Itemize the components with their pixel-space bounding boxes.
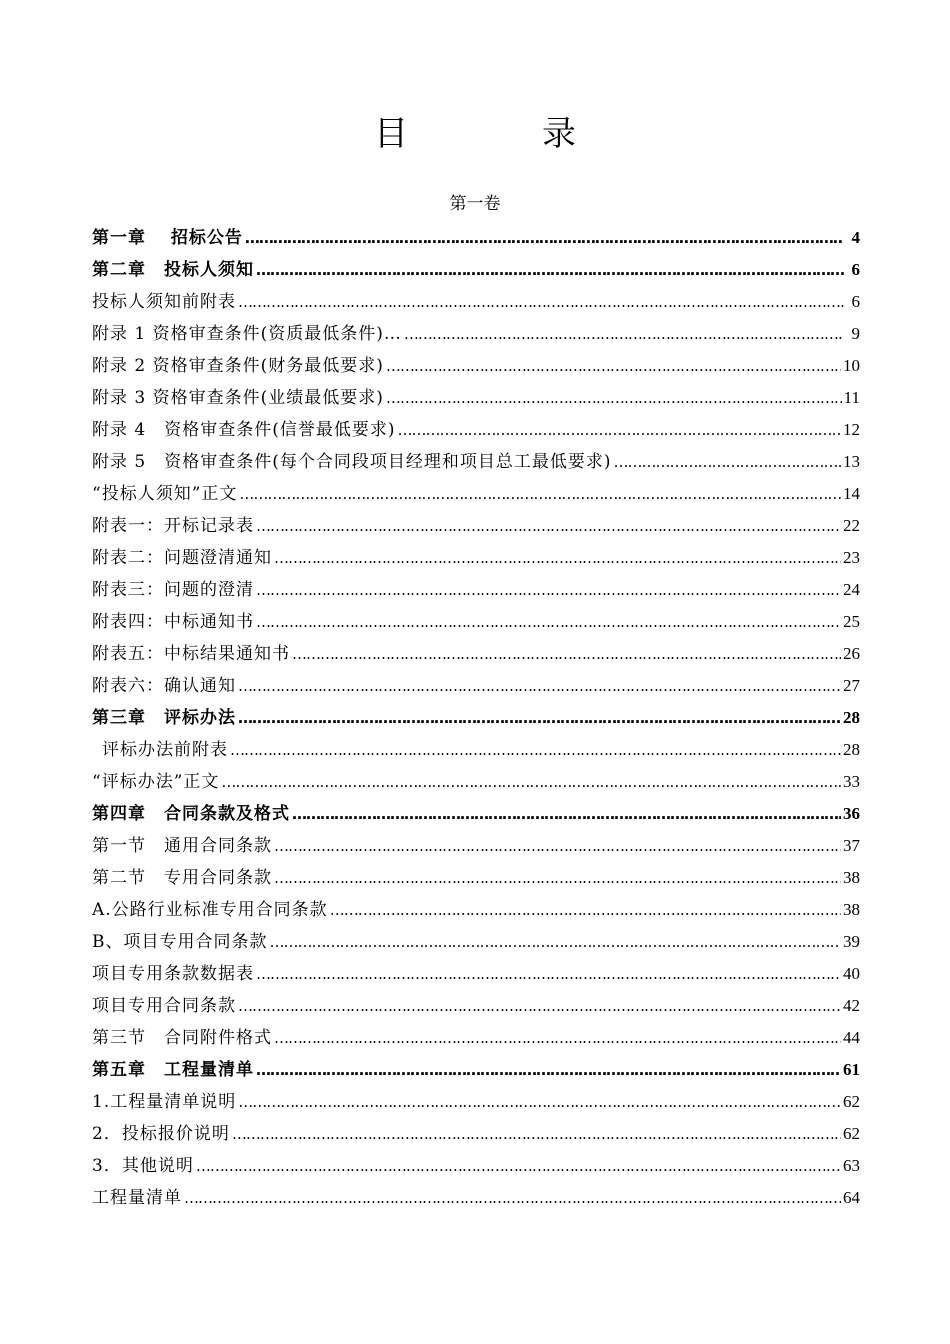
toc-entry[interactable] bbox=[92, 766, 860, 798]
toc-entry-label: 附表六：确认通知 bbox=[92, 676, 236, 696]
toc-dot-leader bbox=[270, 926, 842, 958]
toc-page-number: 10 bbox=[843, 356, 860, 375]
toc-entry[interactable] bbox=[92, 254, 860, 286]
toc-dot-leader bbox=[238, 286, 844, 318]
toc-page-number: 38 bbox=[843, 868, 860, 887]
toc-page-number: 25 bbox=[843, 612, 860, 631]
toc-entry-label: 附录 1 资格审查条件(资质最低条件)… bbox=[92, 324, 402, 344]
toc-page-number: 62 bbox=[843, 1092, 860, 1111]
toc-page-number: 6 bbox=[851, 260, 860, 279]
toc-entry-label: 项目专用条款数据表 bbox=[92, 964, 254, 984]
toc-dot-leader bbox=[256, 510, 841, 542]
volume-heading: 第一卷 bbox=[449, 194, 501, 214]
toc-entry-label: 附表四：中标通知书 bbox=[92, 612, 254, 632]
toc-entry[interactable] bbox=[92, 798, 860, 830]
toc-dot-leader bbox=[221, 766, 841, 798]
toc-entry-label: 附录 5 资格审查条件(每个合同段项目经理和项目总工最低要求) bbox=[92, 452, 612, 472]
toc-dot-leader bbox=[613, 446, 841, 478]
toc-dot-leader bbox=[386, 350, 841, 382]
toc-page-number: 28 bbox=[843, 708, 860, 727]
toc-dot-leader bbox=[245, 222, 844, 254]
toc-entry-label: 第五章 工程量清单 bbox=[92, 1060, 254, 1080]
toc-dot-leader bbox=[397, 414, 841, 446]
toc-entry[interactable] bbox=[92, 222, 860, 254]
toc-entry-label: 2．投标报价说明 bbox=[92, 1124, 230, 1144]
table-of-contents bbox=[92, 222, 860, 1214]
toc-entry-label: “评标办法”正文 bbox=[92, 772, 220, 792]
toc-dot-leader bbox=[274, 862, 841, 894]
toc-dot-leader bbox=[238, 670, 841, 702]
toc-page-number: 62 bbox=[843, 1124, 860, 1143]
toc-page-number: 42 bbox=[843, 996, 860, 1015]
toc-entry[interactable] bbox=[92, 926, 860, 958]
toc-entry[interactable] bbox=[92, 638, 860, 670]
toc-entry-label: 附表五：中标结果通知书 bbox=[92, 644, 290, 664]
toc-entry[interactable] bbox=[92, 830, 860, 862]
toc-page-number: 39 bbox=[843, 932, 860, 951]
toc-entry-label: 第一章 招标公告 bbox=[92, 228, 243, 248]
toc-entry[interactable] bbox=[92, 958, 860, 990]
toc-dot-leader bbox=[256, 958, 841, 990]
toc-page-number: 13 bbox=[843, 452, 860, 471]
toc-dot-leader bbox=[238, 702, 841, 734]
toc-entry-label: 附录 2 资格审查条件(财务最低要求) bbox=[92, 356, 384, 376]
toc-entry-label: 评标办法前附表 bbox=[102, 740, 228, 760]
toc-entry[interactable] bbox=[92, 510, 860, 542]
toc-entry[interactable] bbox=[92, 414, 860, 446]
toc-entry-label: 3．其他说明 bbox=[92, 1156, 194, 1176]
toc-page-number: 37 bbox=[843, 836, 860, 855]
toc-page-number: 27 bbox=[843, 676, 860, 695]
toc-dot-leader bbox=[256, 254, 844, 286]
toc-page-number: 40 bbox=[843, 964, 860, 983]
toc-dot-leader bbox=[274, 542, 841, 574]
toc-page-number: 26 bbox=[843, 644, 860, 663]
toc-dot-leader bbox=[292, 798, 841, 830]
page-title: 目 录 bbox=[374, 114, 626, 154]
toc-entry[interactable] bbox=[92, 606, 860, 638]
toc-entry[interactable] bbox=[92, 1118, 860, 1150]
toc-entry[interactable] bbox=[92, 894, 860, 926]
toc-entry[interactable] bbox=[92, 1150, 860, 1182]
toc-entry[interactable] bbox=[92, 734, 860, 766]
toc-page-number: 12 bbox=[843, 420, 860, 439]
toc-dot-leader bbox=[230, 734, 841, 766]
toc-entry-label: A.公路行业标准专用合同条款 bbox=[92, 900, 328, 920]
toc-entry-label: 投标人须知前附表 bbox=[92, 292, 236, 312]
toc-dot-leader bbox=[292, 638, 841, 670]
toc-page-number: 61 bbox=[843, 1060, 860, 1079]
toc-entry[interactable] bbox=[92, 542, 860, 574]
toc-entry-label: 项目专用合同条款 bbox=[92, 996, 236, 1016]
toc-entry[interactable] bbox=[92, 286, 860, 318]
toc-dot-leader bbox=[238, 1086, 841, 1118]
toc-page-number: 23 bbox=[843, 548, 860, 567]
toc-entry-label: 第三节 合同附件格式 bbox=[92, 1028, 272, 1048]
toc-entry[interactable] bbox=[92, 862, 860, 894]
toc-page-number: 14 bbox=[843, 484, 860, 503]
toc-entry[interactable] bbox=[92, 1022, 860, 1054]
toc-page-number: 36 bbox=[843, 804, 860, 823]
toc-dot-leader bbox=[232, 1118, 841, 1150]
toc-entry-label: 第三章 评标办法 bbox=[92, 708, 236, 728]
toc-dot-leader bbox=[404, 318, 844, 350]
toc-entry[interactable] bbox=[92, 670, 860, 702]
toc-entry[interactable] bbox=[92, 382, 860, 414]
toc-page-number: 28 bbox=[843, 740, 860, 759]
toc-dot-leader bbox=[330, 894, 841, 926]
toc-dot-leader bbox=[196, 1150, 841, 1182]
toc-entry[interactable] bbox=[92, 702, 860, 734]
toc-entry[interactable] bbox=[92, 350, 860, 382]
toc-page-number: 44 bbox=[843, 1028, 860, 1047]
toc-entry-label: 1.工程量清单说明 bbox=[92, 1092, 237, 1112]
toc-dot-leader bbox=[256, 1054, 841, 1086]
toc-entry-label: 附表三：问题的澄清 bbox=[92, 580, 254, 600]
toc-dot-leader bbox=[239, 478, 841, 510]
toc-page-number: 22 bbox=[843, 516, 860, 535]
toc-entry-label: 工程量清单 bbox=[92, 1188, 182, 1208]
toc-entry[interactable] bbox=[92, 574, 860, 606]
toc-entry[interactable] bbox=[92, 990, 860, 1022]
toc-entry[interactable] bbox=[92, 1054, 860, 1086]
toc-page-number: 33 bbox=[843, 772, 860, 791]
toc-entry-label: 第一节 通用合同条款 bbox=[92, 836, 272, 856]
toc-page-number: 9 bbox=[851, 324, 860, 343]
toc-page-number: 64 bbox=[843, 1188, 860, 1207]
toc-page-number: 38 bbox=[843, 900, 860, 919]
toc-dot-leader bbox=[274, 830, 841, 862]
toc-dot-leader bbox=[274, 1022, 841, 1054]
toc-page-number: 6 bbox=[851, 292, 860, 311]
toc-entry-label: B、项目专用合同条款 bbox=[92, 932, 268, 952]
toc-entry[interactable] bbox=[92, 318, 860, 350]
toc-dot-leader bbox=[238, 990, 841, 1022]
toc-page-number: 4 bbox=[851, 228, 860, 247]
toc-entry-label: 第二节 专用合同条款 bbox=[92, 868, 272, 888]
toc-entry[interactable] bbox=[92, 1086, 860, 1118]
toc-entry-label: 附录 4 资格审查条件(信誉最低要求) bbox=[92, 420, 396, 440]
toc-page-number: 63 bbox=[843, 1156, 860, 1175]
toc-entry-label: 附录 3 资格审查条件(业绩最低要求) bbox=[92, 388, 384, 408]
toc-dot-leader bbox=[386, 382, 842, 414]
toc-entry-label: 附表一：开标记录表 bbox=[92, 516, 254, 536]
toc-dot-leader bbox=[256, 574, 841, 606]
toc-entry-label: 第四章 合同条款及格式 bbox=[92, 804, 290, 824]
toc-dot-leader bbox=[256, 606, 841, 638]
toc-dot-leader bbox=[184, 1182, 841, 1214]
toc-page-number: 11 bbox=[843, 388, 860, 407]
toc-entry[interactable] bbox=[92, 446, 860, 478]
toc-entry[interactable] bbox=[92, 478, 860, 510]
toc-page-number: 24 bbox=[843, 580, 860, 599]
toc-entry-label: 附表二：问题澄清通知 bbox=[92, 548, 272, 568]
toc-entry-label: 第二章 投标人须知 bbox=[92, 260, 254, 280]
toc-entry[interactable] bbox=[92, 1182, 860, 1214]
toc-entry-label: “投标人须知”正文 bbox=[92, 484, 238, 504]
